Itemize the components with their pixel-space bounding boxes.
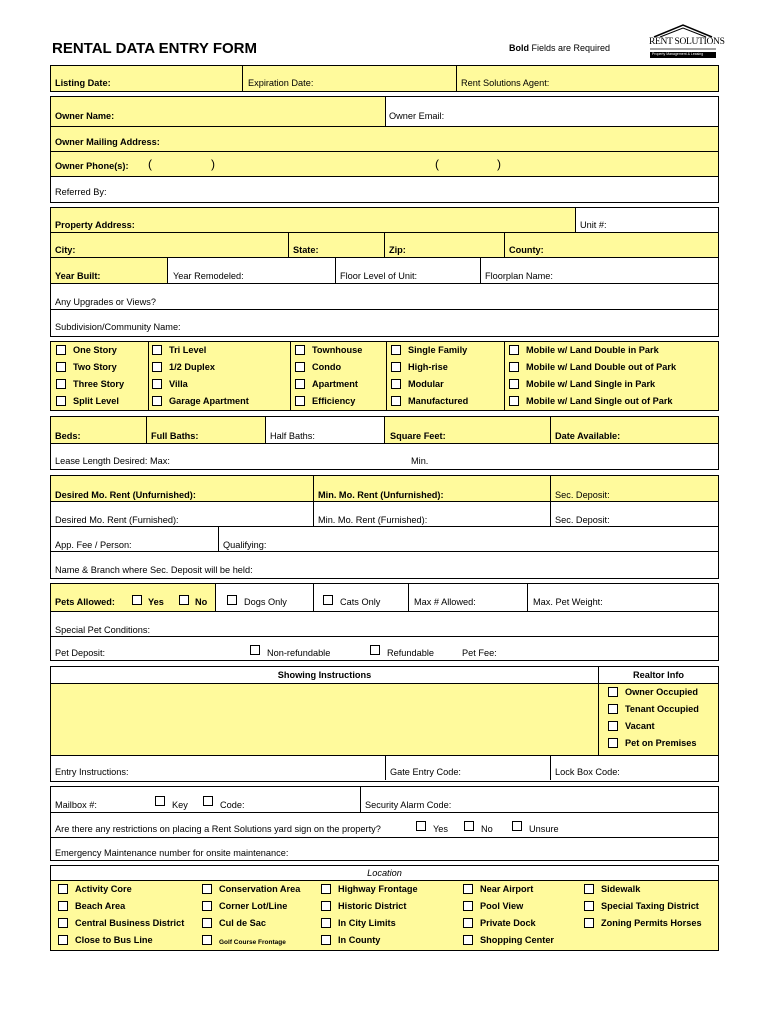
pets-allowed-label: Pets Allowed: <box>55 597 115 607</box>
lease-min-field[interactable]: Min. <box>411 456 429 466</box>
mailbox-field[interactable]: Mailbox #: <box>55 800 97 810</box>
yard-sign-question: Are there any restrictions on placing a Rent Solutions yard sign on the property? <box>55 824 381 834</box>
golf-course-frontage-checkbox[interactable] <box>202 935 212 945</box>
villa-checkbox[interactable] <box>152 379 162 389</box>
pet-fee-field[interactable]: Pet Fee: <box>462 648 497 658</box>
in-city-limits-label: In City Limits <box>338 918 396 928</box>
phone2-close: ) <box>497 157 501 171</box>
floorplan-field[interactable]: Floorplan Name: <box>485 271 553 281</box>
close-to-bus-line-label: Close to Bus Line <box>75 935 153 945</box>
efficiency-label: Efficiency <box>312 396 356 406</box>
three-story-checkbox[interactable] <box>56 379 66 389</box>
shopping-center-checkbox[interactable] <box>463 935 473 945</box>
high-rise-label: High-rise <box>408 362 448 372</box>
split-level-label: Split Level <box>73 396 119 406</box>
lock-box-code-field[interactable]: Lock Box Code: <box>555 767 620 777</box>
pets-no-checkbox[interactable] <box>179 595 189 605</box>
tri-level-label: Tri Level <box>169 345 207 355</box>
garage-apartment-label: Garage Apartment <box>169 396 249 406</box>
mobile-w-land-double-in-park-checkbox[interactable] <box>509 345 519 355</box>
sec-deposit-2-field[interactable]: Sec. Deposit: <box>555 515 610 525</box>
sidewalk-checkbox[interactable] <box>584 884 594 894</box>
beds-field[interactable]: Beds: <box>55 431 81 441</box>
refundable-label: Refundable <box>387 648 434 658</box>
dogs-only-checkbox[interactable] <box>227 595 237 605</box>
desired-rent-furnished-field[interactable]: Desired Mo. Rent (Furnished): <box>55 515 179 525</box>
upgrades-field[interactable]: Any Upgrades or Views? <box>55 297 156 307</box>
entry-instructions-field[interactable]: Entry Instructions: <box>55 767 129 777</box>
manufactured-label: Manufactured <box>408 396 469 406</box>
townhouse-checkbox[interactable] <box>295 345 305 355</box>
mobile-w-land-double-in-park-label: Mobile w/ Land Double in Park <box>526 345 659 355</box>
central-business-district-label: Central Business District <box>75 918 185 928</box>
cul-de-sac-checkbox[interactable] <box>202 918 212 928</box>
private-dock-label: Private Dock <box>480 918 536 928</box>
townhouse-label: Townhouse <box>312 345 363 355</box>
company-logo <box>648 22 725 60</box>
special-taxing-district-checkbox[interactable] <box>584 901 594 911</box>
dogs-only-label: Dogs Only <box>244 597 287 607</box>
condo-checkbox[interactable] <box>295 362 305 372</box>
showing-instructions-area[interactable] <box>51 684 599 755</box>
manufactured-checkbox[interactable] <box>391 396 401 406</box>
property-section <box>50 207 719 337</box>
vacant-checkbox[interactable] <box>608 721 618 731</box>
app-fee-field[interactable]: App. Fee / Person: <box>55 540 132 550</box>
misc-section <box>50 786 719 861</box>
one-story-label: One Story <box>73 345 117 355</box>
split-level-checkbox[interactable] <box>56 396 66 406</box>
pets-section <box>50 583 719 661</box>
required-rest: Fields are Required <box>531 43 611 53</box>
referred-by-field[interactable]: Referred By: <box>55 187 107 197</box>
showing-instructions-title: Showing Instructions <box>277 670 372 680</box>
full-baths-field[interactable]: Full Baths: <box>151 431 199 441</box>
min-rent-furnished-field[interactable]: Min. Mo. Rent (Furnished): <box>318 515 428 525</box>
cul-de-sac-label: Cul de Sac <box>219 918 266 928</box>
pets-yes-checkbox[interactable] <box>132 595 142 605</box>
apartment-label: Apartment <box>312 379 358 389</box>
desired-rent-unfurnished-field[interactable]: Desired Mo. Rent (Unfurnished): <box>55 490 196 500</box>
floor-level-field[interactable]: Floor Level of Unit: <box>340 271 418 281</box>
tri-level-checkbox[interactable] <box>152 345 162 355</box>
max-pet-weight-field[interactable]: Max. Pet Weight: <box>533 597 603 607</box>
non-refundable-label: Non-refundable <box>267 648 331 658</box>
corner-lot-line-checkbox[interactable] <box>202 901 212 911</box>
garage-apartment-checkbox[interactable] <box>152 396 162 406</box>
modular-checkbox[interactable] <box>391 379 401 389</box>
qualifying-field[interactable]: Qualifying: <box>223 540 267 550</box>
beach-area-label: Beach Area <box>75 901 126 911</box>
unit-field[interactable]: Unit #: <box>580 220 607 230</box>
phone1-close: ) <box>211 157 215 171</box>
emergency-maintenance-field[interactable]: Emergency Maintenance number for onsite maintenance: <box>55 848 289 858</box>
zoning-permits-horses-checkbox[interactable] <box>584 918 594 928</box>
pet-on-premises-checkbox[interactable] <box>608 738 618 748</box>
condo-label: Condo <box>312 362 342 372</box>
yard-sign-unsure-checkbox[interactable] <box>512 821 522 831</box>
code-checkbox[interactable] <box>203 796 213 806</box>
mobile-w-land-double-out-of-park-checkbox[interactable] <box>509 362 519 372</box>
realtor-info-area <box>599 684 718 755</box>
location-section <box>50 865 719 951</box>
yard-sign-no-checkbox[interactable] <box>464 821 474 831</box>
owner-section <box>50 96 719 203</box>
close-to-bus-line-checkbox[interactable] <box>58 935 68 945</box>
activity-core-checkbox[interactable] <box>58 884 68 894</box>
apartment-checkbox[interactable] <box>295 379 305 389</box>
historic-district-checkbox[interactable] <box>321 901 331 911</box>
three-story-label: Three Story <box>73 379 125 389</box>
one-story-checkbox[interactable] <box>56 345 66 355</box>
location-title: Location <box>367 868 402 878</box>
listing-date-field[interactable]: Listing Date: <box>55 78 111 88</box>
gate-entry-code-field[interactable]: Gate Entry Code: <box>390 767 461 777</box>
logo-subtext: Property Management & Leasing <box>652 52 704 56</box>
corner-lot-line-label: Corner Lot/Line <box>219 901 288 911</box>
vacant-label: Vacant <box>625 721 655 731</box>
listing-section <box>50 65 719 92</box>
date-available-field[interactable]: Date Available: <box>555 431 621 441</box>
yard-sign-yes-checkbox[interactable] <box>416 821 426 831</box>
code-label: Code: <box>220 800 245 810</box>
two-story-label: Two Story <box>73 362 117 372</box>
in-county-label: In County <box>338 935 381 945</box>
pet-on-premises-label: Pet on Premises <box>625 738 697 748</box>
year-remodeled-field[interactable]: Year Remodeled: <box>173 271 244 281</box>
two-story-checkbox[interactable] <box>56 362 66 372</box>
logo-text: RENT SOLUTIONS <box>649 37 725 47</box>
modular-label: Modular <box>408 379 444 389</box>
tenant-occupied-checkbox[interactable] <box>608 704 618 714</box>
near-airport-label: Near Airport <box>480 884 534 894</box>
pets-no-label: No <box>195 597 208 607</box>
owner-mailing-field[interactable]: Owner Mailing Address: <box>55 137 160 147</box>
high-rise-checkbox[interactable] <box>391 362 401 372</box>
cats-only-label: Cats Only <box>340 597 381 607</box>
1-2-duplex-checkbox[interactable] <box>152 362 162 372</box>
activity-core-label: Activity Core <box>75 884 132 894</box>
conservation-area-checkbox[interactable] <box>202 884 212 894</box>
owner-occupied-label: Owner Occupied <box>625 687 699 697</box>
cats-only-checkbox[interactable] <box>323 595 333 605</box>
special-taxing-district-label: Special Taxing District <box>601 901 699 911</box>
key-checkbox[interactable] <box>155 796 165 806</box>
mobile-w-land-single-in-park-label: Mobile w/ Land Single in Park <box>526 379 656 389</box>
near-airport-checkbox[interactable] <box>463 884 473 894</box>
security-alarm-code-field[interactable]: Security Alarm Code: <box>365 800 452 810</box>
mobile-w-land-single-out-of-park-label: Mobile w/ Land Single out of Park <box>526 396 673 406</box>
efficiency-checkbox[interactable] <box>295 396 305 406</box>
min-rent-unfurnished-field[interactable]: Min. Mo. Rent (Unfurnished): <box>318 490 444 500</box>
city-field[interactable]: City: <box>55 245 76 255</box>
subdivision-field[interactable]: Subdivision/Community Name: <box>55 322 181 332</box>
square-feet-field[interactable]: Square Feet: <box>390 431 446 441</box>
form-title: RENTAL DATA ENTRY FORM <box>52 40 257 57</box>
owner-occupied-checkbox[interactable] <box>608 687 618 697</box>
pool-view-label: Pool View <box>480 901 524 911</box>
county-field[interactable]: County: <box>509 245 544 255</box>
highway-frontage-label: Highway Frontage <box>338 884 418 894</box>
property-type-section <box>50 341 719 411</box>
refundable-checkbox[interactable] <box>370 645 380 655</box>
yard-sign-yes-label: Yes <box>433 824 448 834</box>
property-address-field[interactable]: Property Address: <box>55 220 135 230</box>
golf-course-frontage-label: Golf Course Frontage <box>219 939 286 946</box>
sidewalk-label: Sidewalk <box>601 884 641 894</box>
pool-view-checkbox[interactable] <box>463 901 473 911</box>
central-business-district-checkbox[interactable] <box>58 918 68 928</box>
owner-email-field[interactable]: Owner Email: <box>389 111 445 121</box>
single-family-checkbox[interactable] <box>391 345 401 355</box>
private-dock-checkbox[interactable] <box>463 918 473 928</box>
zoning-permits-horses-label: Zoning Permits Horses <box>601 918 702 928</box>
phone2-open: ( <box>435 157 439 171</box>
owner-name-field[interactable]: Owner Name: <box>55 111 115 121</box>
villa-label: Villa <box>169 379 188 389</box>
required-bold: Bold <box>509 43 529 53</box>
lease-length-field[interactable]: Lease Length Desired: Max: <box>55 456 170 466</box>
location-options <box>51 881 718 950</box>
pet-deposit-field[interactable]: Pet Deposit: <box>55 648 106 658</box>
mobile-w-land-single-in-park-checkbox[interactable] <box>509 379 519 389</box>
showing-section <box>50 666 719 782</box>
rooms-section <box>50 416 719 470</box>
highway-frontage-checkbox[interactable] <box>321 884 331 894</box>
rent-section <box>50 475 719 579</box>
single-family-label: Single Family <box>408 345 468 355</box>
in-county-checkbox[interactable] <box>321 935 331 945</box>
zip-field[interactable]: Zip: <box>389 245 406 255</box>
conservation-area-label: Conservation Area <box>219 884 301 894</box>
sec-deposit-1-field[interactable]: Sec. Deposit: <box>555 490 610 500</box>
yard-sign-unsure-label: Unsure <box>529 824 559 834</box>
in-city-limits-checkbox[interactable] <box>321 918 331 928</box>
agent-field[interactable]: Rent Solutions Agent: <box>461 78 550 88</box>
half-baths-field[interactable]: Half Baths: <box>270 431 315 441</box>
key-label: Key <box>172 800 188 810</box>
mobile-w-land-single-out-of-park-checkbox[interactable] <box>509 396 519 406</box>
state-field[interactable]: State: <box>293 245 319 255</box>
pets-yes-label: Yes <box>148 597 164 607</box>
phone1-open: ( <box>148 157 152 171</box>
beach-area-checkbox[interactable] <box>58 901 68 911</box>
owner-phone-field[interactable]: Owner Phone(s): <box>55 161 129 171</box>
deposit-branch-field[interactable]: Name & Branch where Sec. Deposit will be held: <box>55 565 253 575</box>
shopping-center-label: Shopping Center <box>480 935 555 945</box>
mobile-w-land-double-out-of-park-label: Mobile w/ Land Double out of Park <box>526 362 677 372</box>
max-pets-field[interactable]: Max # Allowed: <box>414 597 476 607</box>
non-refundable-checkbox[interactable] <box>250 645 260 655</box>
yard-sign-no-label: No <box>481 824 493 834</box>
realtor-info-title: Realtor Info <box>632 670 685 680</box>
tenant-occupied-label: Tenant Occupied <box>625 704 699 714</box>
1-2-duplex-label: 1/2 Duplex <box>169 362 215 372</box>
special-pet-conditions-field[interactable]: Special Pet Conditions: <box>55 625 150 635</box>
year-built-field[interactable]: Year Built: <box>55 271 101 281</box>
expiration-date-field[interactable]: Expiration Date: <box>248 78 314 88</box>
historic-district-label: Historic District <box>338 901 407 911</box>
required-note <box>509 43 610 53</box>
